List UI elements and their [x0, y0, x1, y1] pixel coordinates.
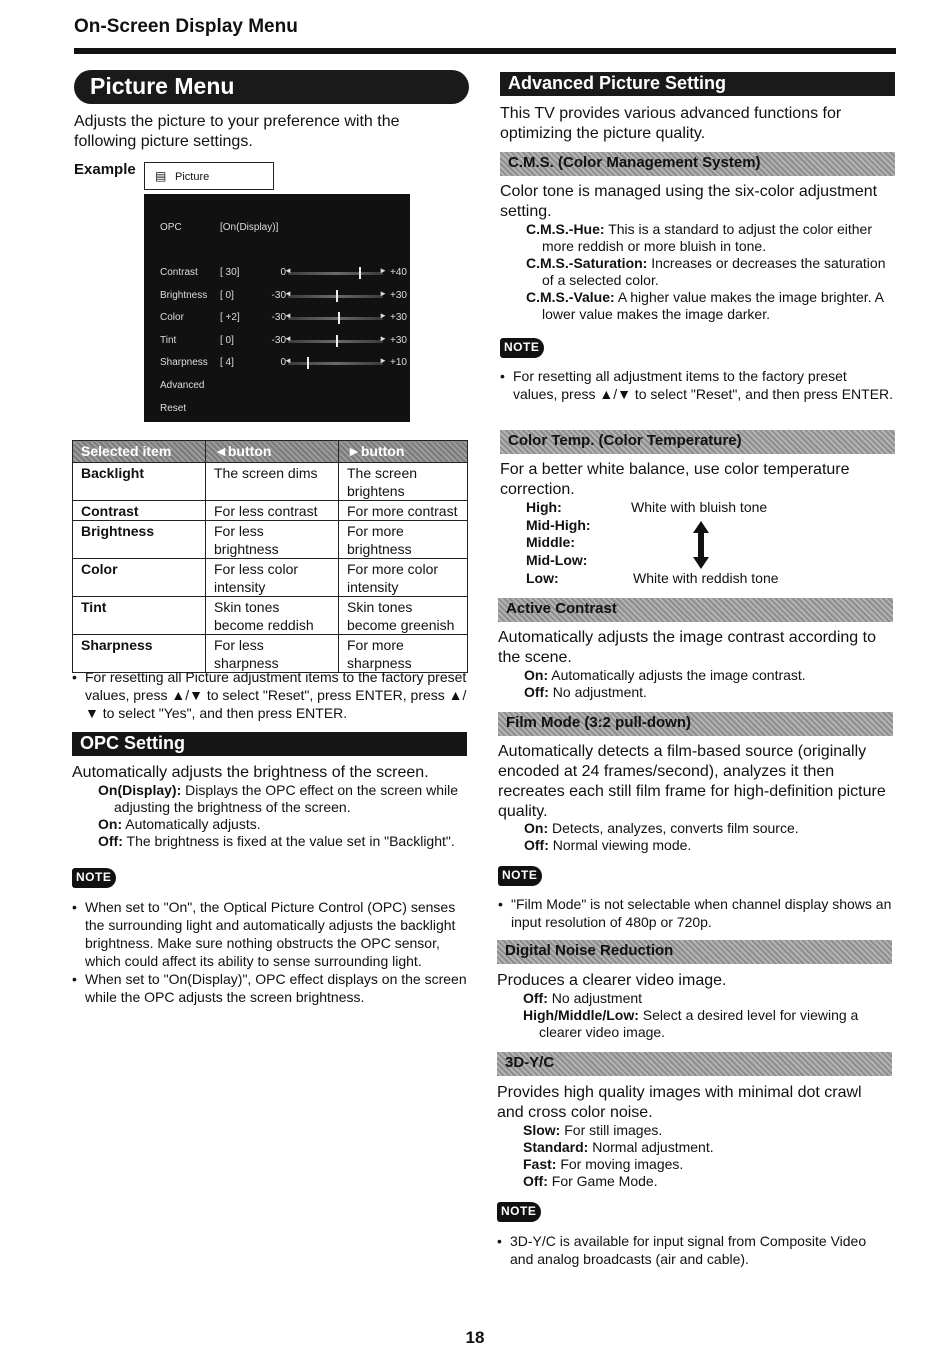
film-mode-heading: [498, 712, 893, 736]
table-cell: For less contrast: [206, 501, 339, 521]
definition-item: [523, 1122, 893, 1139]
definition-desc: No adjustment: [551, 990, 643, 1006]
osd-right-arrow-icon: ►: [379, 356, 387, 365]
definition-item: [523, 1156, 893, 1173]
osd-row-label: Color: [160, 312, 184, 323]
table-item-cell: Color: [73, 559, 206, 597]
film-mode-note-text: "Film Mode" is not selectable when channel display shows an input resolution of 480p or 720p.: [511, 896, 892, 930]
picture-settings-table: [72, 440, 468, 673]
definition-term: Fast:: [523, 1156, 557, 1172]
advanced-intro: This TV provides various advanced functions for optimizing the picture quality.: [500, 105, 842, 142]
definition-term: Off:: [523, 1173, 548, 1189]
osd-title: Picture: [175, 171, 210, 183]
table-cell: For more color intensity: [339, 559, 468, 597]
note-label: NOTE: [502, 868, 538, 882]
yc-intro: Provides high quality images with minimal dot crawl and cross color noise.: [497, 1084, 862, 1121]
table-row: [73, 635, 468, 673]
osd-advanced-row: [160, 380, 405, 394]
definition-item: [523, 1173, 893, 1190]
note-text: When set to "On", the Optical Picture Control (OPC) senses the surrounding light and automatically adjusts the backlight brightness. Make sure nothing obstructs the OPC sensor, which could affect its ability to sense surrounding light.: [85, 899, 456, 969]
table-header: Selected item: [73, 441, 206, 463]
definition-desc: For still images.: [564, 1122, 663, 1138]
osd-slider-row: [160, 335, 405, 349]
definition-desc: The brightness is fixed at the value set in "Backlight".: [126, 833, 455, 849]
table-cell: For more sharpness: [339, 635, 468, 673]
osd-slider-thumb: [359, 267, 361, 279]
opc-options: [98, 782, 470, 850]
example-label: Example: [74, 161, 136, 178]
osd-row-max: +30: [390, 289, 407, 301]
active-contrast-items: [524, 667, 894, 701]
definition-desc: Detects, analyzes, converts film source.: [552, 820, 799, 836]
dnr-heading: [497, 940, 892, 964]
osd-title-box: [144, 162, 274, 190]
definition-term: On:: [524, 820, 549, 836]
osd-row-max: +30: [390, 334, 407, 346]
definition-item: [524, 820, 894, 837]
definition-desc: Normal viewing mode.: [552, 837, 692, 853]
osd-screen: [144, 194, 410, 422]
osd-row-min: -30: [271, 289, 286, 301]
definition-term: Standard:: [523, 1139, 589, 1155]
osd-right-arrow-icon: ►: [379, 288, 387, 298]
film-mode-intro: Automatically detects a film-based source (originally encoded at 24 frames/second), analyzes it then recreates each still film frame for high-definition picture quality.: [498, 743, 886, 820]
osd-reset-row: [160, 403, 405, 417]
definition-desc: This is a standard to adjust the color either more reddish or more bluish in tone.: [542, 221, 873, 254]
cms-title: C.M.S. (Color Management System): [508, 154, 761, 171]
note-badge: [72, 868, 116, 888]
definition-item: [98, 816, 470, 833]
cms-note: • For resetting all adjustment items to the factory preset values, press ▲/▼ to select "Reset", and then press ENTER.: [500, 368, 894, 402]
note-label: NOTE: [76, 870, 112, 884]
low-desc: White with reddish tone: [633, 570, 779, 586]
definition-desc: For Game Mode.: [551, 1173, 658, 1189]
definition-item: [524, 667, 894, 684]
osd-row-label: Contrast: [160, 267, 198, 278]
osd-left-arrow-icon: ◄: [284, 311, 292, 320]
definition-term: Off:: [523, 990, 548, 1006]
osd-slider-track: [284, 356, 387, 365]
note-badge: [498, 866, 542, 886]
osd-left-arrow-icon: ◄: [284, 266, 292, 275]
definition-term: C.M.S.-Hue:: [526, 221, 605, 237]
osd-left-arrow-icon: ◄: [284, 288, 292, 298]
opc-intro: Automatically adjusts the brightness of the screen.: [72, 764, 429, 781]
definition-term: On:: [98, 816, 123, 832]
table-row: [73, 501, 468, 521]
bullet-dot: •: [72, 899, 77, 915]
definition-term: On(Display):: [98, 782, 182, 798]
advanced-title: Advanced Picture Setting: [508, 73, 727, 93]
osd-row-label: Tint: [160, 334, 177, 346]
osd-row-min: 0: [280, 357, 286, 368]
note-item: [72, 970, 467, 1006]
definition-term: C.M.S.-Value:: [526, 289, 615, 305]
definition-item: [526, 221, 896, 255]
definition-item: [526, 255, 896, 289]
opc-heading: [72, 732, 467, 756]
table-cell: Skin tones become greenish: [339, 597, 468, 635]
osd-row-min: 0: [280, 267, 286, 278]
osd-left-arrow-icon: ◄: [284, 356, 292, 365]
table-item-cell: Brightness: [73, 521, 206, 559]
note-label: NOTE: [501, 1204, 537, 1218]
definition-desc: Increases or decreases the saturation of a selected color.: [542, 255, 886, 288]
color-temp-levels: [526, 499, 896, 591]
cms-intro: Color tone is managed using the six-color adjustment setting.: [500, 183, 878, 220]
note-badge: [500, 338, 544, 358]
page-number: 18: [465, 1328, 485, 1347]
table-row: [73, 521, 468, 559]
page-header: On-Screen Display Menu: [74, 16, 298, 37]
osd-row-max: +10: [390, 357, 407, 368]
color-temp-intro: For a better white balance, use color temperature correction.: [500, 461, 850, 498]
picture-menu-title: Picture Menu: [90, 73, 235, 99]
film-mode-title: Film Mode (3:2 pull-down): [506, 714, 691, 731]
definition-term: Slow:: [523, 1122, 561, 1138]
high-desc: White with bluish tone: [631, 499, 768, 515]
osd-slider-thumb: [338, 312, 340, 324]
osd-slider-track: [284, 333, 387, 343]
osd-slider-thumb: [307, 357, 309, 369]
table-cell: For more contrast: [339, 501, 468, 521]
definition-item: [98, 833, 470, 850]
osd-reset-label: Reset: [160, 403, 187, 414]
film-mode-items: [524, 820, 894, 854]
note-label: NOTE: [504, 340, 540, 354]
note-item: [72, 898, 467, 970]
osd-slider-thumb: [336, 335, 338, 347]
definition-desc: Normal adjustment.: [592, 1139, 714, 1155]
table-header: ◄button: [206, 441, 339, 463]
color-temp-title: Color Temp. (Color Temperature): [508, 432, 742, 449]
yc-heading: [497, 1052, 892, 1076]
table-cell: For more brightness: [339, 521, 468, 559]
definition-term: Off:: [524, 684, 549, 700]
table-item-cell: Contrast: [73, 501, 206, 521]
osd-row-max: +40: [390, 267, 407, 278]
level-mid-low: Mid-Low:: [526, 552, 588, 568]
definition-item: [98, 782, 470, 816]
opc-title: OPC Setting: [80, 733, 186, 753]
active-contrast-heading: [498, 598, 893, 622]
dnr-intro: Produces a clearer video image.: [497, 972, 727, 989]
level-low: Low:: [526, 570, 559, 586]
cms-heading: [500, 152, 895, 176]
osd-slider-row: [160, 267, 405, 281]
table-item-cell: Sharpness: [73, 635, 206, 673]
definition-item: [524, 837, 894, 854]
color-temp-heading: [500, 430, 895, 454]
osd-advanced-label: Advanced: [160, 380, 205, 391]
table-cell: For less sharpness: [206, 635, 339, 673]
definition-term: High/Middle/Low:: [523, 1007, 639, 1023]
picture-menu-intro: Adjusts the picture to your preference with the following picture settings.: [74, 113, 400, 150]
osd-right-arrow-icon: ►: [379, 311, 387, 320]
picture-reset-note: • For resetting all Picture adjustment items to the factory preset values, press ▲/▼ to select "Reset", press ENTER, press ▲/▼ to select "Yes", and then press ENTER.: [72, 669, 467, 721]
osd-slider-track: [284, 288, 387, 298]
table-item-cell: Tint: [73, 597, 206, 635]
note-badge: [497, 1202, 541, 1222]
osd-row-value: [ 4]: [220, 357, 234, 368]
osd-row-min: -30: [271, 312, 286, 323]
definition-desc: Displays the OPC effect on the screen while adjusting the brightness of the screen.: [114, 782, 459, 815]
osd-row-label: Brightness: [160, 289, 208, 301]
osd-slider-row: [160, 357, 405, 371]
picture-menu-heading: [74, 70, 469, 104]
cms-note-text: For resetting all adjustment items to the factory preset values, press ▲/▼ to select "Reset", and then press ENTER.: [513, 368, 894, 402]
table-cell: The screen brightens: [339, 463, 468, 501]
level-high: High:: [526, 499, 562, 515]
osd-row-value: [ 30]: [220, 267, 240, 278]
definition-desc: Automatically adjusts the image contrast.: [551, 667, 806, 683]
osd-row-value: [ +2]: [220, 312, 240, 323]
osd-opc-label: OPC: [160, 222, 182, 233]
opc-notes: [72, 898, 467, 1006]
header-rule: [74, 48, 896, 54]
osd-row-max: +30: [390, 312, 407, 323]
osd-slider-row: [160, 312, 405, 326]
table-cell: Skin tones become reddish: [206, 597, 339, 635]
definition-term: On:: [524, 667, 549, 683]
osd-slider-row: [160, 290, 405, 304]
table-cell: For less color intensity: [206, 559, 339, 597]
osd-slider-track: [284, 311, 387, 320]
table-header: ►button: [339, 441, 468, 463]
osd-opc-value: [On(Display)]: [220, 222, 279, 233]
level-mid-high: Mid-High:: [526, 517, 591, 533]
definition-desc: For moving images.: [560, 1156, 684, 1172]
definition-item: [523, 1007, 893, 1041]
osd-slider-thumb: [336, 290, 338, 302]
osd-right-arrow-icon: ►: [379, 333, 387, 343]
table-row: [73, 559, 468, 597]
advanced-heading: [500, 72, 895, 96]
definition-term: Off:: [98, 833, 123, 849]
table-item-cell: Backlight: [73, 463, 206, 501]
active-contrast-intro: Automatically adjusts the image contrast according to the scene.: [498, 629, 876, 666]
yc-note-text: 3D-Y/C is available for input signal from Composite Video and analog broadcasts (air and cable).: [510, 1233, 867, 1267]
definition-item: [523, 990, 893, 1007]
osd-left-arrow-icon: ◄: [284, 333, 292, 343]
double-arrow-icon: [691, 521, 711, 569]
osd-slider-track: [284, 266, 387, 275]
level-middle: Middle:: [526, 534, 575, 550]
active-contrast-title: Active Contrast: [506, 600, 617, 617]
definition-item: [523, 1139, 893, 1156]
osd-row-value: [ 0]: [220, 334, 234, 346]
picture-icon: ▤: [155, 169, 167, 183]
definition-item: [526, 289, 896, 323]
definition-desc: No adjustment.: [552, 684, 647, 700]
table-row: [73, 597, 468, 635]
table-row: [73, 463, 468, 501]
yc-title: 3D-Y/C: [505, 1054, 555, 1071]
definition-term: Off:: [524, 837, 549, 853]
osd-row-label: Sharpness: [160, 357, 208, 368]
osd-row-min: -30: [271, 334, 286, 346]
yc-items: [523, 1122, 893, 1190]
yc-note: • 3D-Y/C is available for input signal from Composite Video and analog broadcasts (air and cable).: [497, 1232, 892, 1268]
osd-row-value: [ 0]: [220, 289, 234, 301]
definition-desc: Automatically adjusts.: [125, 816, 261, 832]
osd-right-arrow-icon: ►: [379, 266, 387, 275]
cms-items: [526, 221, 896, 323]
definition-term: C.M.S.-Saturation:: [526, 255, 648, 271]
bullet-dot: •: [72, 971, 77, 987]
definition-desc: A higher value makes the image brighter. A lower value makes the image darker.: [542, 289, 884, 322]
definition-item: [524, 684, 894, 701]
dnr-title: Digital Noise Reduction: [505, 942, 674, 959]
note-text: When set to "On(Display)", OPC effect displays on the screen while the OPC adjusts the screen brightness.: [85, 971, 467, 1005]
osd-opc-row: [160, 222, 405, 236]
dnr-items: [523, 990, 893, 1041]
film-mode-note: • "Film Mode" is not selectable when channel display shows an input resolution of 480p or 720p.: [498, 896, 892, 930]
table-cell: The screen dims: [206, 463, 339, 501]
definition-desc: Select a desired level for viewing a clearer video image.: [539, 1007, 859, 1040]
picture-reset-note-text: For resetting all Picture adjustment items to the factory preset values, press ▲/▼ to select "Reset", press ENTER, press ▲/▼ to select "Yes", and then press ENTER.: [85, 669, 467, 721]
table-cell: For less brightness: [206, 521, 339, 559]
